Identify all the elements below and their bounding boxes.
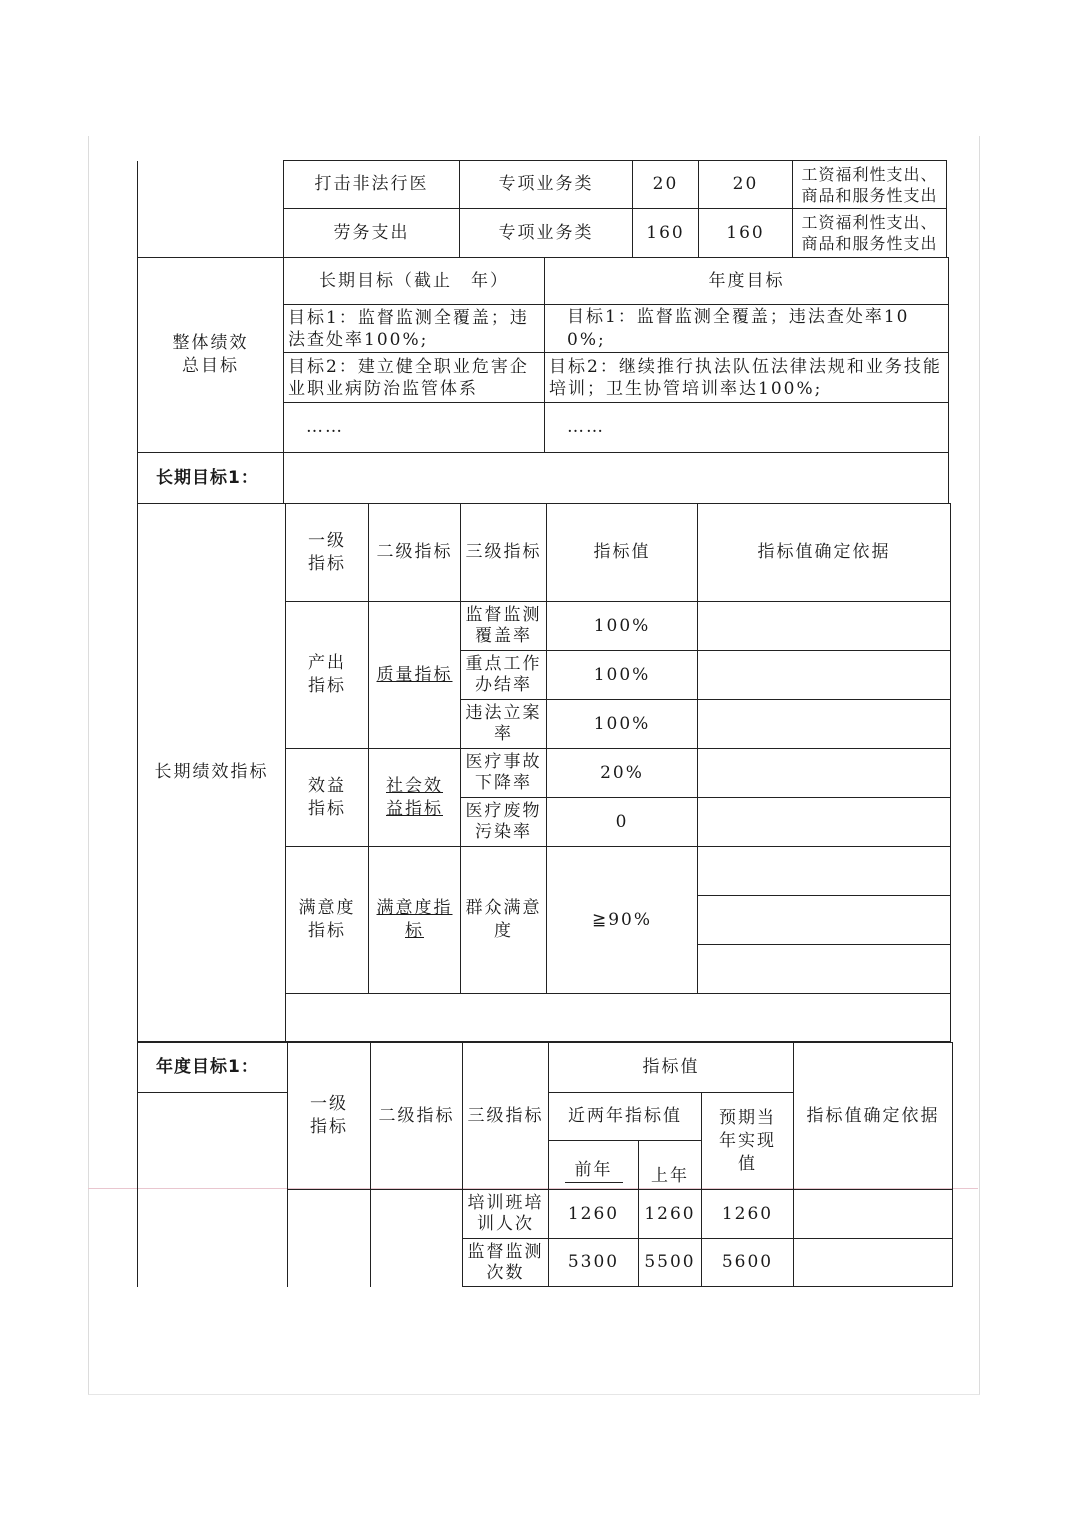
expected-value: 1260 — [702, 1190, 794, 1239]
level3-item: 违法立案率 — [461, 700, 547, 749]
level3-item: 医疗事故下降率 — [461, 749, 547, 798]
prev1-value: 1260 — [639, 1190, 702, 1239]
indicator-value: 100% — [547, 602, 698, 651]
indicator-value: 20% — [547, 749, 698, 798]
level3-item: 重点工作办结率 — [461, 651, 547, 700]
annual-table — [137, 1042, 953, 1287]
project-category: 专项业务类 — [460, 209, 633, 258]
annual-target-label: 年度目标1： — [138, 1043, 288, 1093]
annual-level2-cell — [371, 1190, 463, 1287]
header-basis: 指标值确定依据 — [794, 1043, 953, 1190]
economic-category: 工资福利性支出、商品和服务性支出 — [793, 161, 947, 209]
header-level3: 三级指标 — [461, 504, 547, 602]
header-level2: 二级指标 — [371, 1043, 463, 1190]
project-name: 打击非法行医 — [284, 161, 460, 209]
basis-cell — [698, 847, 951, 896]
blank-row — [286, 994, 951, 1042]
level3-item: 监督监测覆盖率 — [461, 602, 547, 651]
header-level3: 三级指标 — [463, 1043, 549, 1190]
basis-cell — [698, 749, 951, 798]
annual-label-blank — [138, 1093, 288, 1287]
long-goal-more: …… — [284, 403, 545, 453]
indicator-value: 0 — [547, 798, 698, 847]
annual-goal-more: …… — [545, 403, 949, 453]
satisfaction-level2: 满意度指标 — [369, 847, 461, 994]
long-goal-1: 目标1：监督监测全覆盖；违法查处率100%; — [284, 305, 545, 353]
output-indicator: 产出指标 — [286, 602, 369, 749]
basis-cell — [794, 1190, 953, 1239]
social-benefit-indicator: 社会效益指标 — [369, 749, 461, 847]
header-value: 指标值 — [547, 504, 698, 602]
budget-row — [138, 161, 947, 209]
indicator-value: 100% — [547, 700, 698, 749]
overall-goal-label: 整体绩效总目标 — [138, 258, 284, 453]
long-goal-header: 长期目标（截止 年） — [284, 258, 545, 305]
header-recent: 近两年指标值 — [549, 1093, 702, 1141]
header-value: 指标值 — [549, 1043, 794, 1093]
long-target-label: 长期目标1： — [138, 453, 284, 504]
header-level1: 一级指标 — [288, 1043, 371, 1190]
satisfaction-indicator: 满意度指标 — [286, 847, 369, 994]
header-prev1: 上年 — [639, 1141, 702, 1190]
level3-item: 监督监测次数 — [463, 1239, 549, 1287]
basis-cell — [698, 945, 951, 994]
annual-goal-header: 年度目标 — [545, 258, 949, 305]
blank-label-cell — [138, 161, 284, 258]
header-level2: 二级指标 — [369, 504, 461, 602]
indicator-value: ≧90% — [547, 847, 698, 994]
long-goal-2: 目标2：建立健全职业危害企业职业病防治监管体系 — [284, 353, 545, 403]
prev2-value: 5300 — [549, 1239, 639, 1287]
long-perf-table — [137, 503, 951, 1042]
benefit-indicator: 效益指标 — [286, 749, 369, 847]
project-name: 劳务支出 — [284, 209, 460, 258]
prev1-value: 5500 — [639, 1239, 702, 1287]
level3-item: 医疗废物污染率 — [461, 798, 547, 847]
project-category: 专项业务类 — [460, 161, 633, 209]
basis-cell — [794, 1239, 953, 1287]
annual-goal-2: 目标2：继续推行执法队伍法律法规和业务技能培训；卫生协管培训率达100%; — [545, 353, 949, 403]
header-expected: 预期当年实现值 — [702, 1093, 794, 1190]
header-level1: 一级指标 — [286, 504, 369, 602]
basis-cell — [698, 602, 951, 651]
economic-category: 工资福利性支出、商品和服务性支出 — [793, 209, 947, 258]
level3-item: 培训班培训人次 — [463, 1190, 549, 1239]
annual-level1-cell — [288, 1190, 371, 1287]
amount-1: 20 — [633, 161, 699, 209]
annual-goal-1: 目标1：监督监测全覆盖；违法查处率100%; — [545, 305, 949, 353]
amount-2: 20 — [699, 161, 793, 209]
long-target-table — [137, 452, 949, 504]
quality-indicator: 质量指标 — [369, 602, 461, 749]
amount-1: 160 — [633, 209, 699, 258]
header-prev2: 前年 — [565, 1159, 623, 1183]
budget-table — [137, 160, 947, 258]
level3-item: 群众满意度 — [461, 847, 547, 994]
prev2-value: 1260 — [549, 1190, 639, 1239]
amount-2: 160 — [699, 209, 793, 258]
basis-cell — [698, 896, 951, 945]
long-perf-label: 长期绩效指标 — [138, 504, 286, 1042]
basis-cell — [698, 798, 951, 847]
overall-goals-table — [137, 257, 949, 453]
indicator-value: 100% — [547, 651, 698, 700]
basis-cell — [698, 651, 951, 700]
header-basis: 指标值确定依据 — [698, 504, 951, 602]
long-target-content — [284, 453, 949, 504]
basis-cell — [698, 700, 951, 749]
expected-value: 5600 — [702, 1239, 794, 1287]
